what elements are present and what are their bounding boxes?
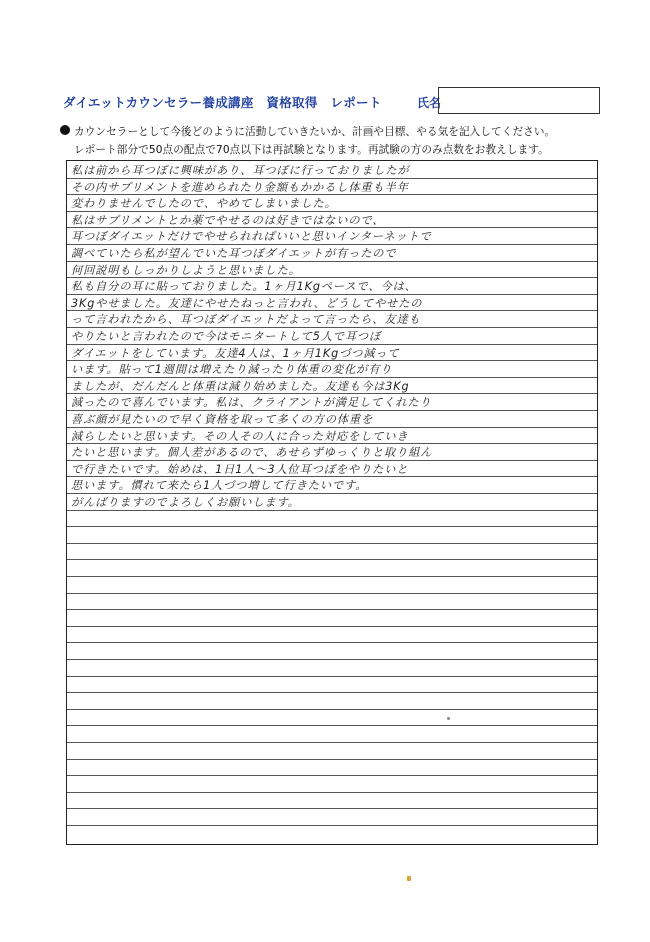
report-writing-area[interactable]	[66, 160, 598, 845]
handwritten-line: で行きたいです。始めは、1日1人～3人位耳つぼをやりたいと	[71, 462, 409, 476]
ruled-line	[67, 526, 597, 527]
instruction-text-1: カウンセラーとして今後どのように活動していきたいか、計画や目標、やる気を記入してください。	[74, 126, 556, 138]
name-field[interactable]	[438, 87, 600, 114]
ruled-line	[67, 775, 597, 776]
ruled-line	[67, 825, 597, 826]
handwritten-line: 思います。慣れて来たら1人づつ増して行きたいです。	[71, 479, 368, 493]
ruled-line	[67, 742, 597, 743]
ruled-line	[67, 692, 597, 693]
ruled-line	[67, 642, 597, 643]
handwritten-line: やりたいと言われたので今はモニタートして5人で耳つぼ	[71, 330, 382, 343]
handwritten-line: 喜ぶ顔が見たいので早く資格を取って多くの方の体重を	[71, 413, 374, 426]
paper-speck	[407, 876, 411, 881]
ruled-line	[67, 626, 597, 627]
ruled-line	[67, 759, 597, 760]
handwritten-line: ダイエットをしています。友達4人は、1ヶ月1Kgづつ減って	[71, 346, 400, 360]
handwritten-line: たいと思います。個人差があるので、あせらずゆっくりと取り組ん	[71, 446, 433, 460]
handwritten-line: 3Kgやせました。友達にやせたねっと言われ、どうしてやせたの	[71, 296, 423, 310]
ruled-line	[67, 709, 597, 710]
ruled-line	[67, 593, 597, 594]
handwritten-line: 調べていたら私が望んでいた耳つぼダイエットが有ったので	[71, 247, 397, 260]
handwritten-line: 減ったので喜んでいます。私は、クライアントが満足してくれたり	[71, 396, 432, 410]
ruled-line	[67, 792, 597, 793]
handwritten-line: 私は前から耳つぼに興味があり、耳つぼに行っておりましたが	[71, 164, 410, 177]
handwritten-line: って言われたから、耳つぼダイエットだよって言ったら、友達も	[71, 313, 421, 327]
ruled-line	[67, 543, 597, 544]
report-title: ダイエットカウンセラー養成講座 資格取得 レポート	[63, 95, 382, 110]
ruled-line	[67, 559, 597, 560]
handwritten-line: います。貼って1週間は増えたり減ったり体重の変化が有り	[71, 363, 393, 377]
handwritten-line: 耳つぼダイエットだけでやせられればいいと思いインターネットで	[71, 230, 432, 244]
handwritten-line: 何回説明もしっかりしようと思いました。	[71, 263, 301, 277]
handwritten-line: その内サプリメントを進められたり金額もかかるし体重も半年	[71, 180, 409, 194]
name-label: 氏名	[417, 96, 442, 110]
ruled-line	[67, 609, 597, 610]
paper-dot	[447, 717, 450, 720]
ruled-line	[67, 576, 597, 577]
handwritten-line: 減らしたいと思います。その人その人に合った対応をしていき	[71, 429, 409, 443]
ruled-line	[67, 659, 597, 660]
instruction-line-1	[60, 124, 555, 139]
handwritten-line: 変わりませんでしたので、やめてしまいました。	[71, 197, 337, 211]
ruled-line	[67, 725, 597, 726]
handwritten-line: 私も自分の耳に貼っておりました。1ヶ月1Kgペースで、今は、	[71, 280, 417, 294]
handwritten-line: ましたが、だんだんと体重は減り始めました。友達も今は3Kg	[71, 379, 410, 393]
handwritten-line: 私はサプリメントとか薬でやせるのは好きではないので、	[71, 213, 385, 227]
handwritten-line: がんばりますのでよろしくお願いします。	[71, 496, 300, 509]
ruled-line	[67, 808, 597, 809]
ruled-line	[67, 676, 597, 677]
instruction-line-2: レポート部分で50点の配点で70点以下は再試験となります。再試験の方のみ点数をお教えします。	[74, 144, 549, 156]
